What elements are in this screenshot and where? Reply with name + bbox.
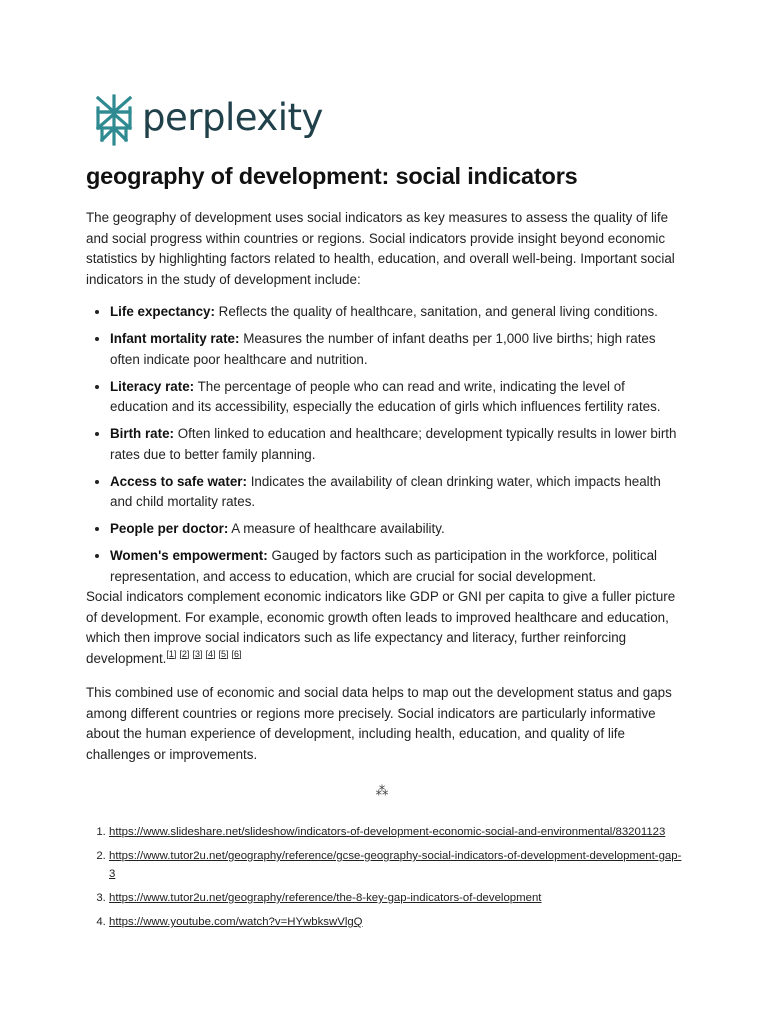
indicator-term: Life expectancy: bbox=[110, 304, 215, 319]
source-item bbox=[109, 823, 686, 841]
source-link[interactable]: https://www.tutor2u.net/geography/reference/gcse-geography-social-indicators-of-development-development-gap-3 bbox=[109, 850, 682, 880]
citation-link-2[interactable]: [2] bbox=[179, 648, 190, 659]
source-link[interactable]: https://www.tutor2u.net/geography/reference/the-8-key-gap-indicators-of-development bbox=[109, 892, 542, 904]
list-item bbox=[110, 329, 686, 370]
page-title: geography of development: social indicators bbox=[86, 163, 578, 189]
perplexity-logo-icon bbox=[94, 94, 134, 146]
list-item bbox=[110, 472, 686, 513]
article bbox=[86, 160, 686, 937]
citation-link-4[interactable]: [4] bbox=[205, 648, 216, 659]
paragraph-text: Social indicators complement economic indicators like GDP or GNI per capita to give a fuller picture of development. For example, economic growth often leads to improved healthcare and education, which then improve social indicators such as life expectancy and literacy, further reinforcing development. bbox=[86, 589, 676, 666]
source-link[interactable]: https://www.slideshare.net/slideshow/indicators-of-development-economic-social-and-environmental/83201123 bbox=[109, 826, 666, 838]
logo-wordmark: perplexity bbox=[142, 95, 323, 139]
body-paragraph bbox=[86, 587, 686, 669]
indicator-term: Infant mortality rate: bbox=[110, 331, 240, 346]
source-item bbox=[109, 913, 686, 931]
citation-link-1[interactable]: [1] bbox=[166, 648, 177, 659]
citation-link-3[interactable]: [3] bbox=[192, 648, 203, 659]
list-item bbox=[110, 377, 686, 418]
citation-group bbox=[166, 649, 244, 659]
indicator-term: Women's empowerment: bbox=[110, 548, 268, 563]
source-item bbox=[109, 889, 686, 907]
indicator-term: People per doctor: bbox=[110, 521, 229, 536]
indicator-list bbox=[86, 302, 686, 587]
indicator-desc: The percentage of people who can read and write, indicating the level of education and its accessibility, especially the education of girls which influences fertility rates. bbox=[110, 378, 661, 414]
list-item bbox=[110, 519, 686, 540]
indicator-desc: Often linked to education and healthcare; development typically results in lower birth rates due to better family planning. bbox=[110, 426, 677, 462]
indicator-desc: Reflects the quality of healthcare, sanitation, and general living conditions. bbox=[218, 304, 658, 319]
citation-link-6[interactable]: [6] bbox=[231, 648, 242, 659]
list-item bbox=[110, 546, 686, 587]
body-paragraph: This combined use of economic and social data helps to map out the development status and gaps among different countries or regions more precisely. Social indicators are particularly informative about the human experience of development, including health, education, and quality of life challenges or improvements. bbox=[86, 685, 672, 762]
indicator-desc: Measures the number of infant deaths per 1,000 live births; high rates often indicate poor healthcare and nutrition. bbox=[110, 331, 656, 367]
indicator-desc: A measure of healthcare availability. bbox=[231, 521, 445, 536]
perplexity-logo bbox=[94, 94, 323, 146]
intro-paragraph: The geography of development uses social indicators as key measures to assess the quality of life and social progress within countries or regions. Social indicators provide insight beyond economic statistics by highlighting factors related to health, education, and overall well-being. Important social indicators in the study of development include: bbox=[86, 210, 675, 287]
indicator-term: Birth rate: bbox=[110, 426, 174, 441]
list-item bbox=[110, 424, 686, 465]
section-divider: ⁂ bbox=[375, 783, 389, 798]
source-item bbox=[109, 847, 686, 883]
source-list bbox=[86, 823, 686, 931]
list-item bbox=[110, 302, 686, 323]
indicator-term: Access to safe water: bbox=[110, 473, 247, 489]
indicator-term: Literacy rate: bbox=[110, 378, 195, 394]
citation-link-5[interactable]: [5] bbox=[218, 648, 229, 659]
indicator-desc: Indicates the availability of clean drinking water, which impacts health and child mortality rates. bbox=[110, 473, 661, 509]
indicator-desc: Gauged by factors such as participation in the workforce, political representation, and access to education, which are crucial for social development. bbox=[110, 548, 657, 584]
source-link[interactable]: https://www.youtube.com/watch?v=HYwbkswVlgQ bbox=[109, 916, 363, 928]
